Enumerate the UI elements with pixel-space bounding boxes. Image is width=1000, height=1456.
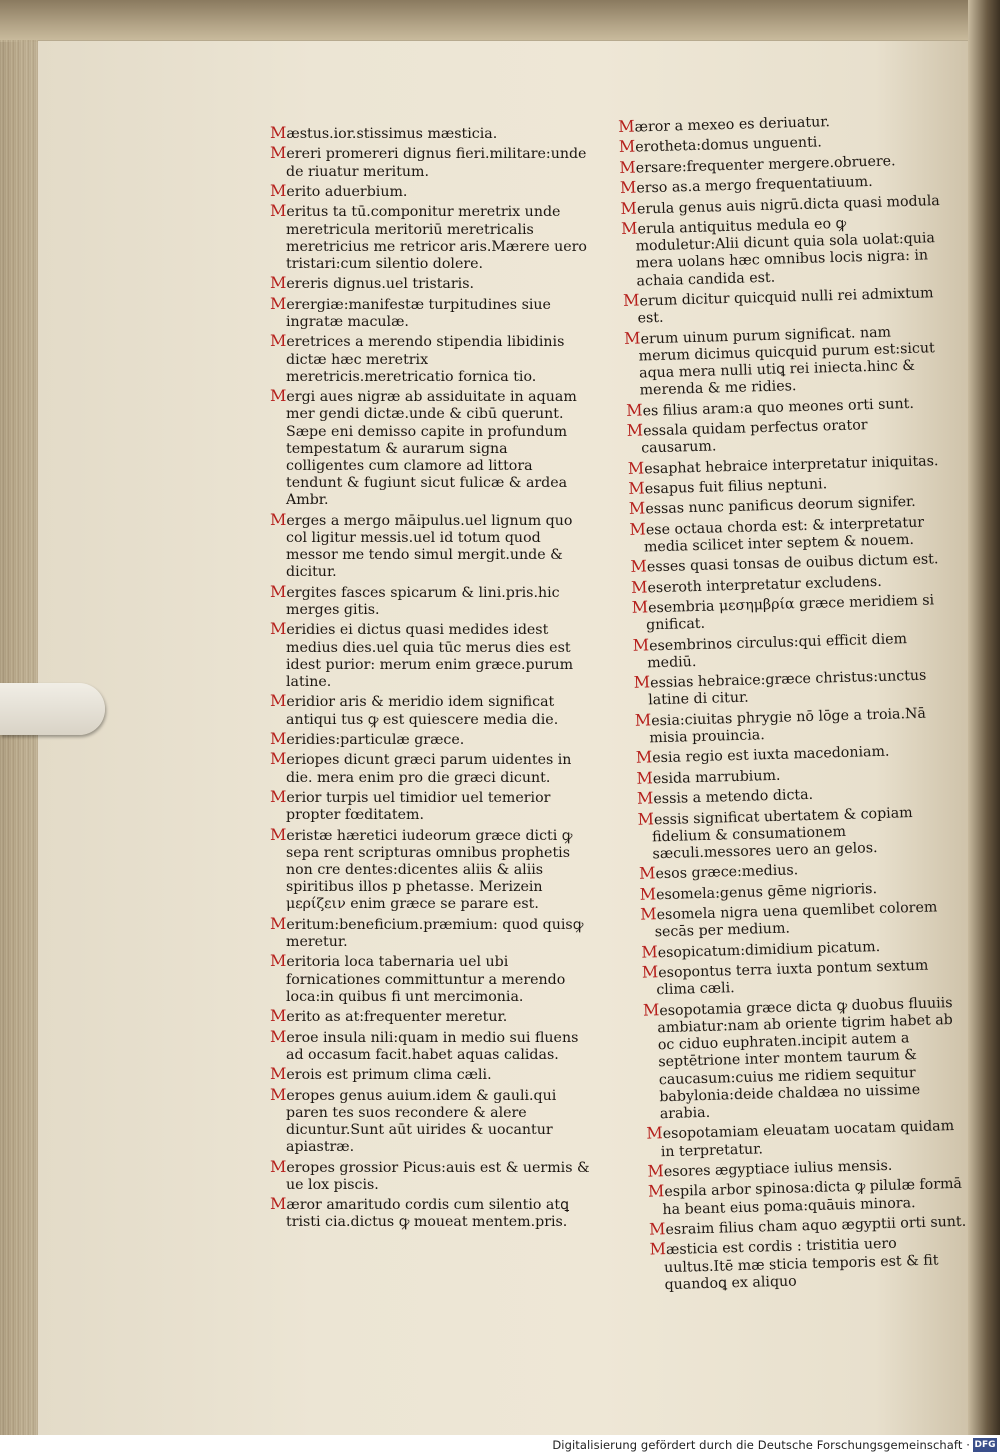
dictionary-entry: Merum dicitur quicquid nulli rei admixtum est. [622, 285, 934, 327]
dictionary-entry: Mesapus fuit filius neptuni. [628, 476, 828, 498]
dictionary-entry: Merges a mergo māipulus.uel lignum quo col ligitur messis.uel id totum quod messor me tendo simul mergit.unde & dicitur. [270, 509, 573, 581]
dictionary-entry: Mesores ægyptiace iulius mensis. [647, 1157, 893, 1181]
dictionary-entry: Mespila arbor spinosa:dicta ꝙ pilulæ formā ha beant eius poma:quāuis minora. [647, 1176, 963, 1218]
dictionary-entry: Mereri promereri dignus fieri.militare:unde de riuatur meritum. [270, 143, 587, 180]
dictionary-entry: Mesaphat hebraice interpretatur iniquitas. [627, 452, 939, 478]
dictionary-entry: Meritus ta tū.componitur meretrix unde meretricula meritoriū meretricalis meretricius me retricor aris.Mærere uero tristari:cum silentio dolere. [270, 201, 587, 272]
dictionary-entry: Mæror a mexeo es deriuatur. [617, 114, 831, 136]
dictionary-entry: Mesembrinos circulus:qui efficit diem mediū. [632, 630, 908, 672]
dictionary-entry: Merior turpis uel timidior uel temerior propter fœditatem. [270, 786, 551, 824]
dictionary-entry: Merergiæ:manifestæ turpitudines siue ingratæ maculæ. [270, 293, 551, 330]
dictionary-entry: Meriopes dicunt græci parum uidentes in die. mera enim pro die græci dicunt. [270, 749, 572, 786]
dictionary-entry: Merula antiquitus medula eo ꝙ moduletur:Alii dicunt quia sola uolat:quia mera uolans hæc omnibus locis nigra: in achaia candida est. [620, 215, 936, 290]
dictionary-entry: Messala quidam perfectus orator causarum. [626, 417, 868, 457]
dictionary-entry: Merotheta:domus unguenti. [618, 134, 823, 157]
dictionary-entry: Mes filius aram:a quo meones orti sunt. [625, 395, 915, 420]
dictionary-entry: Merito as at:frequenter meretur. [270, 1006, 508, 1026]
dictionary-entry: Mergi aues nigræ ab assiduitate in aquam mer gendi dictæ.unde & cibū querunt. Sæpe eni demisso capite in profundum tempestatum & aurarum signa colligentes cum clamore ad littora tendunt & fugiunt sicut fulicæ & ardea Ambr. [270, 386, 577, 509]
dictionary-entry: Merum uinum purum significat. nam merum dicimus quicquid purum est:sicut aqua mera nulli utiꝗ rei iniecta.hinc & merenda & me ridies. [623, 324, 935, 399]
dictionary-entry: Mergites fasces spicarum & lini.pris.hic merges gitis. [270, 581, 560, 618]
dictionary-entry: Meritum:beneficium.præmium: quod quisꝙ meretur. [270, 913, 584, 950]
dictionary-entry: Mesia:ciuitas phrygie nō lōge a troia.Nā misia prouincia. [634, 705, 927, 747]
dictionary-entry: Merito aduerbium. [270, 180, 408, 200]
dictionary-entry: Merso as.a mergo frequentatiuum. [619, 174, 873, 198]
dictionary-entry: Mæstus.ior.stissimus mæsticia. [270, 123, 498, 142]
right-text-column [618, 109, 971, 1296]
dictionary-entry: Meropes grossior Picus:auis est & uermis & ue lox piscis. [270, 1156, 590, 1193]
dictionary-entry: Mesos græce:medius. [638, 862, 799, 884]
dictionary-entry: Meritoria loca tabernaria uel ubi fornicationes committuntur a merendo loca:in quibus fi unt mercimonia. [270, 951, 566, 1005]
dictionary-entry: Mesida marrubium. [636, 767, 781, 788]
dictionary-entry: Mesembria μεσημβρία græce meridiem si gnificat. [631, 592, 935, 634]
dictionary-entry: Meroe insula nili:quam in medio sui fluens ad occasum facit.habet aquas calidas. [270, 1026, 579, 1063]
dictionary-entry: Mæror amaritudo cordis cum silentio atꝗ tristi cia.dictus ꝙ moueat mentem.pris. [270, 1194, 570, 1231]
dictionary-entry: Meridies:particulæ græce. [270, 728, 465, 748]
dictionary-entry: Messes quasi tonsas de ouibus dictum est. [630, 551, 939, 577]
dictionary-entry: Messias hebraice:græce christus:unctus latine di citur. [633, 667, 927, 709]
dictionary-entry: Mese octaua chorda est: & interpretatur media scilicet inter septem & nouem. [629, 514, 925, 556]
dictionary-entry: Mesopicatum:dimidium picatum. [641, 938, 881, 962]
dictionary-entry: Meristæ hæretici iudeorum græce dicti ꝙ sepa rent scripturas omnibus prophetis non cre dentes:dicentes aliis & aliis spiritibus illos p phetasse. Merizein μερίζειν enim græce se parare est. [270, 824, 573, 913]
dictionary-entry: Messis a metendo dicta. [636, 787, 814, 808]
dictionary-entry: Mesopotamiam eleuatam uocatam quidam in terpretatur. [646, 1118, 955, 1160]
book-right-edge [968, 0, 1000, 1435]
dictionary-entry: Mesomela:genus gēme nigrioris. [639, 880, 878, 904]
dictionary-entry: Merula genus auis nigrū.dicta quasi modula [620, 192, 940, 218]
dictionary-entry: Mersare:frequenter mergere.obruere. [619, 153, 896, 177]
dictionary-entry: Mesomela nigra uena quemlibet colorem secās per medium. [639, 899, 938, 941]
dictionary-entry: Mesopontus terra iuxta pontum sextum clima cæli. [641, 957, 929, 999]
dfg-logo-icon: DFG [974, 1440, 996, 1450]
dictionary-entry: Messas nunc panificus deorum signifer. [628, 494, 916, 519]
dictionary-entry: Mesopotamia græce dicta ꝙ duobus fluuiis ambiatur:nam ab oriente tigrim habet ab oc ciduo euphraten.incipit autem a septētrione inter montem taurum & caucasum:cuius me ridiem sequitur babylonia:deide chaldæa no uissime arabia. [642, 994, 953, 1123]
dictionary-entry: Merois est primum clima cæli. [270, 1064, 492, 1084]
dictionary-entry: Mæsticia est cordis : tristitia uero uultus.Itē mæ sticia temporis est & fit quandoꝗ ex aliquo [649, 1236, 939, 1293]
dictionary-entry: Meretrices a merendo stipendia libidinis dictæ hæc meretrix meretricis.meretricatio fornica tio. [270, 331, 565, 385]
dictionary-entry: Messis significat ubertatem & copiam fidelium & consumationem sæculi.messores uero an gelos. [637, 804, 913, 863]
funding-credit: Digitalisierung gefördert durch die Deutsche Forschungsgemeinschaft · [552, 1438, 970, 1452]
book-gutter-edges [0, 40, 40, 1435]
dictionary-entry: Mesraim filius cham aquo ægyptii orti sunt. [648, 1213, 967, 1239]
dictionary-entry: Mesia regio est iuxta macedoniam. [635, 744, 890, 768]
dictionary-entry: Meridies ei dictus quasi medides idest medius dies.uel quia tūc merus dies est idest purior: merum enim græce.purum latine. [270, 619, 574, 690]
dictionary-entry: Meseroth interpretatur excludens. [630, 573, 882, 597]
dictionary-entry: Meropes genus auium.idem & gauli.qui paren tes suos recondere & alere dicuntur.Sunt aūt uirides & uocantur apiastræ. [270, 1084, 557, 1156]
page-top-edge [0, 0, 1000, 42]
page-holder-clip [0, 683, 105, 735]
dictionary-entry: Meridior aris & meridio idem significat antiqui tus ꝙ est quiescere media die. [270, 691, 559, 728]
footer-bar [0, 1435, 1000, 1456]
dictionary-entry: Mereris dignus.uel tristaris. [270, 273, 474, 293]
left-text-column [270, 124, 590, 1233]
